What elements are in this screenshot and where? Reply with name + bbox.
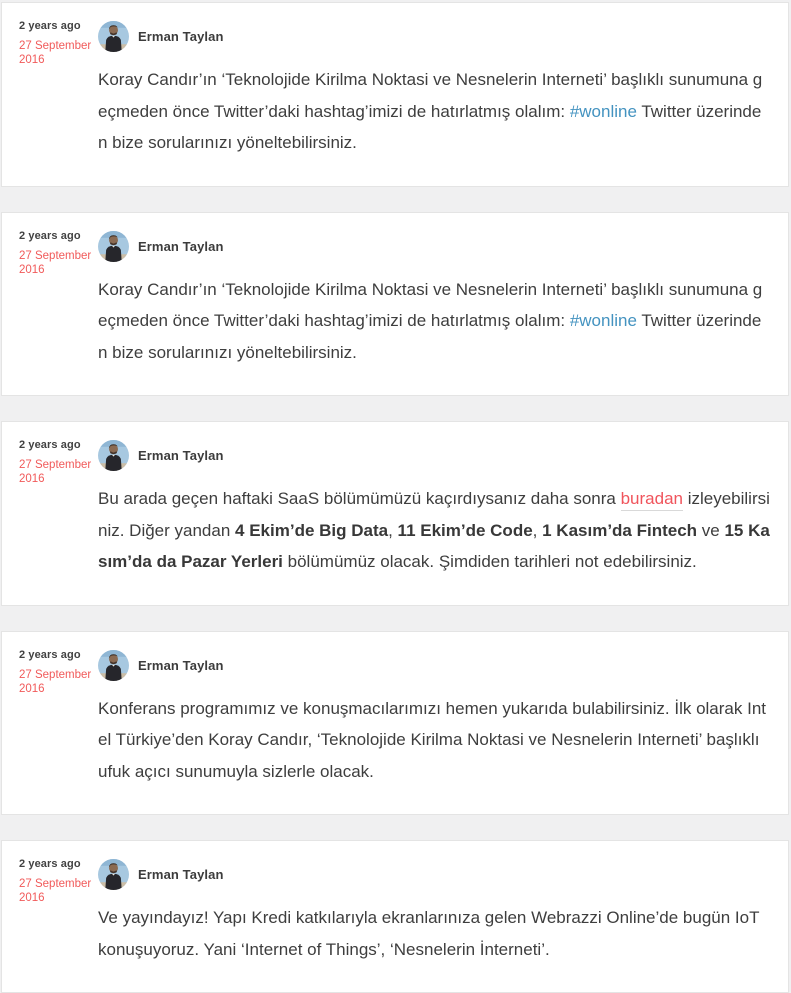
author-row	[98, 21, 770, 52]
post-body-text	[98, 902, 770, 965]
author-row	[98, 440, 770, 471]
text-segment: Twitter üzerinden bize sorularınızı yöneltebilirsiniz.	[98, 101, 762, 152]
post-content	[98, 647, 770, 788]
post-body-text	[98, 64, 770, 159]
author-row	[98, 650, 770, 681]
liveblog-post-card	[1, 2, 789, 187]
text-segment: izleyebilirsiniz. Diğer yandan	[98, 489, 770, 540]
text-segment: ,	[532, 520, 543, 540]
post-date-label: 27 September 2016	[19, 459, 92, 485]
post-content	[98, 856, 770, 965]
liveblog-post-card	[1, 421, 789, 606]
author-name: Erman Taylan	[138, 238, 224, 254]
text-segment: ve	[697, 520, 725, 540]
time-ago-label: 2 years ago	[19, 439, 81, 451]
avatar-illustration	[98, 440, 129, 471]
avatar-illustration	[98, 650, 129, 681]
text-segment: Konferans programımız ve konuşmacılarımızı hemen yukarıda bulabilirsiniz. İlk olarak Intel Türkiye’den Koray Candır, ‘Teknolojide Kirilma Noktasi ve Nesnelerin Interneti’ başlıklı ufuk açıcı sunumuyla sizlerle olacak.	[98, 698, 766, 781]
time-ago-label: 2 years ago	[19, 858, 81, 870]
liveblog-post-card	[1, 212, 789, 397]
time-ago-label: 2 years ago	[19, 648, 81, 661]
post-body-text	[98, 693, 770, 788]
text-segment: ,	[388, 520, 398, 540]
post-body-text	[98, 483, 770, 578]
post-date-label: 27 September 2016	[19, 668, 92, 695]
hashtag-link[interactable]: #wonline	[569, 101, 637, 121]
author-avatar-photo	[98, 440, 129, 471]
post-content	[98, 437, 770, 578]
text-segment: Koray Candır’ın ‘Teknolojide Kirilma Noktasi ve Nesnelerin Interneti’ başlıklı sunumuna geçmeden önce Twitter’daki hashtag’imizi de hatırlatmış olalım:	[98, 279, 763, 330]
avatar-illustration	[98, 231, 129, 262]
bold-text-segment: 15 Kasım’da da Pazar Yerleri	[98, 520, 770, 571]
post-body-text	[98, 274, 770, 369]
post-date-label: 27 September 2016	[19, 878, 92, 904]
text-segment: Twitter üzerinden bize sorularınızı yöneltebilirsiniz.	[98, 311, 762, 362]
liveblog-feed	[0, 2, 791, 993]
avatar-illustration	[98, 21, 129, 52]
author-name: Erman Taylan	[138, 29, 224, 44]
author-avatar-photo	[98, 650, 129, 681]
avatar-illustration	[98, 859, 129, 890]
post-meta	[19, 228, 98, 369]
post-meta	[19, 437, 98, 578]
post-date-label: 27 September 2016	[19, 249, 92, 276]
author-name: Erman Taylan	[138, 867, 224, 882]
post-content	[98, 228, 770, 369]
author-name: Erman Taylan	[138, 657, 224, 673]
author-row	[98, 859, 770, 890]
inline-text-link[interactable]: buradan	[621, 489, 683, 511]
post-meta	[19, 856, 98, 965]
liveblog-post-card	[1, 631, 789, 816]
bold-text-segment: 4 Ekim’de Big Data	[235, 520, 389, 540]
text-segment: Koray Candır’ın ‘Teknolojide Kirilma Noktasi ve Nesnelerin Interneti’ başlıklı sunumuna geçmeden önce Twitter’daki hashtag’imizi de hatırlatmış olalım:	[98, 70, 763, 121]
author-row	[98, 231, 770, 262]
post-content	[98, 18, 770, 159]
author-avatar-photo	[98, 859, 129, 890]
liveblog-post-card	[1, 840, 789, 993]
author-name: Erman Taylan	[138, 448, 224, 463]
text-segment: bölümümüz olacak. Şimdiden tarihleri not edebilirsiniz.	[282, 552, 697, 571]
author-avatar-photo	[98, 21, 129, 52]
time-ago-label: 2 years ago	[19, 229, 81, 242]
time-ago-label: 2 years ago	[19, 20, 81, 32]
post-date-label: 27 September 2016	[19, 40, 92, 66]
post-meta	[19, 18, 98, 159]
text-segment: Ve yayındayız! Yapı Kredi katkılarıyla ekranlarınıza gelen Webrazzi Online’de bugün IoT konuşuyoruz. Yani ‘Internet of Things’, ‘Nesnelerin İnterneti’.	[98, 908, 760, 959]
text-segment: Bu arada geçen haftaki SaaS bölümümüzü kaçırdıysanız daha sonra	[98, 489, 621, 508]
post-meta	[19, 647, 98, 788]
author-avatar-photo	[98, 231, 129, 262]
bold-text-segment: 11 Ekim’de Code	[397, 520, 533, 540]
bold-text-segment: 1 Kasım’da Fintech	[542, 520, 698, 540]
hashtag-link[interactable]: #wonline	[569, 311, 637, 330]
